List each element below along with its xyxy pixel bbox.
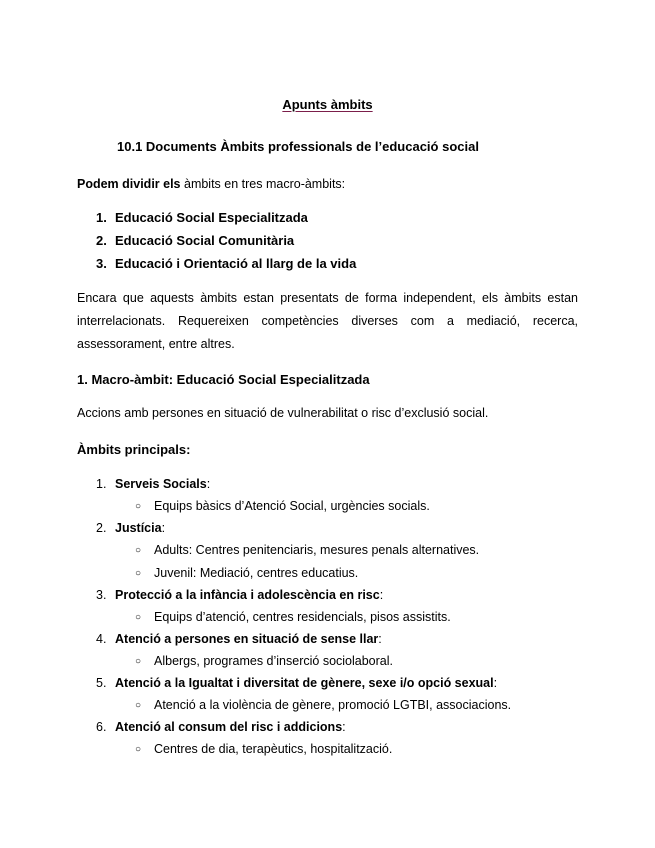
body-paragraph: Encara que aquests àmbits estan presentats de forma independent, els àmbits estan interrelacionats. Requereixen competències diverses com a mediació, recerca, assessorament, entre altres. <box>77 291 578 351</box>
area-sub-item: ○ Albergs, programes d’inserció sociolaboral. <box>135 654 394 668</box>
section-text: Accions amb persones en situació de vulnerabilitat o risc d’exclusió social. <box>77 406 489 420</box>
area-list-item: 2. Justícia: <box>96 521 166 535</box>
macro-list-item: 3. Educació i Orientació al llarg de la vida <box>96 256 357 271</box>
intro-bold: Podem dividir els <box>77 177 181 191</box>
hollow-bullet-icon: ○ <box>135 568 142 579</box>
main-areas-heading: Àmbits principals: <box>77 442 191 457</box>
hollow-bullet-icon: ○ <box>135 501 142 512</box>
hollow-bullet-icon: ○ <box>135 656 142 667</box>
intro-line <box>77 177 345 191</box>
area-sub-item: ○ Adults: Centres penitenciaris, mesures penals alternatives. <box>135 543 480 557</box>
area-sub-item: ○ Equips bàsics d’Atenció Social, urgències socials. <box>135 499 430 513</box>
document-subtitle: 10.1 Documents Àmbits professionals de l’educació social <box>117 139 479 154</box>
hollow-bullet-icon: ○ <box>135 700 142 711</box>
hollow-bullet-icon: ○ <box>135 744 142 755</box>
area-list-item: 3. Protecció a la infància i adolescència en risc: <box>96 588 384 602</box>
area-sub-item: ○ Centres de dia, terapèutics, hospitalització. <box>135 742 393 756</box>
area-list-item: 4. Atenció a persones en situació de sense llar: <box>96 632 382 646</box>
area-list-item: 1. Serveis Socials: <box>96 477 211 491</box>
area-list-item: 6. Atenció al consum del risc i addicions: <box>96 720 346 734</box>
hollow-bullet-icon: ○ <box>135 612 142 623</box>
macro-list-item: 1. Educació Social Especialitzada <box>96 210 308 225</box>
page-title: Apunts àmbits <box>282 97 373 112</box>
area-sub-item: ○ Juvenil: Mediació, centres educatius. <box>135 566 359 580</box>
macro-list-item: 2. Educació Social Comunitària <box>96 233 295 248</box>
hollow-bullet-icon: ○ <box>135 545 142 556</box>
area-list-item: 5. Atenció a la Igualtat i diversitat de gènere, sexe i/o opció sexual: <box>96 676 498 690</box>
area-sub-item: ○ Equips d’atenció, centres residencials, pisos assistits. <box>135 610 451 624</box>
section-heading: 1. Macro-àmbit: Educació Social Especialitzada <box>77 372 370 387</box>
area-sub-item: ○ Atenció a la violència de gènere, promoció LGTBI, associacions. <box>135 698 512 712</box>
intro-rest: àmbits en tres macro-àmbits: <box>180 177 346 191</box>
